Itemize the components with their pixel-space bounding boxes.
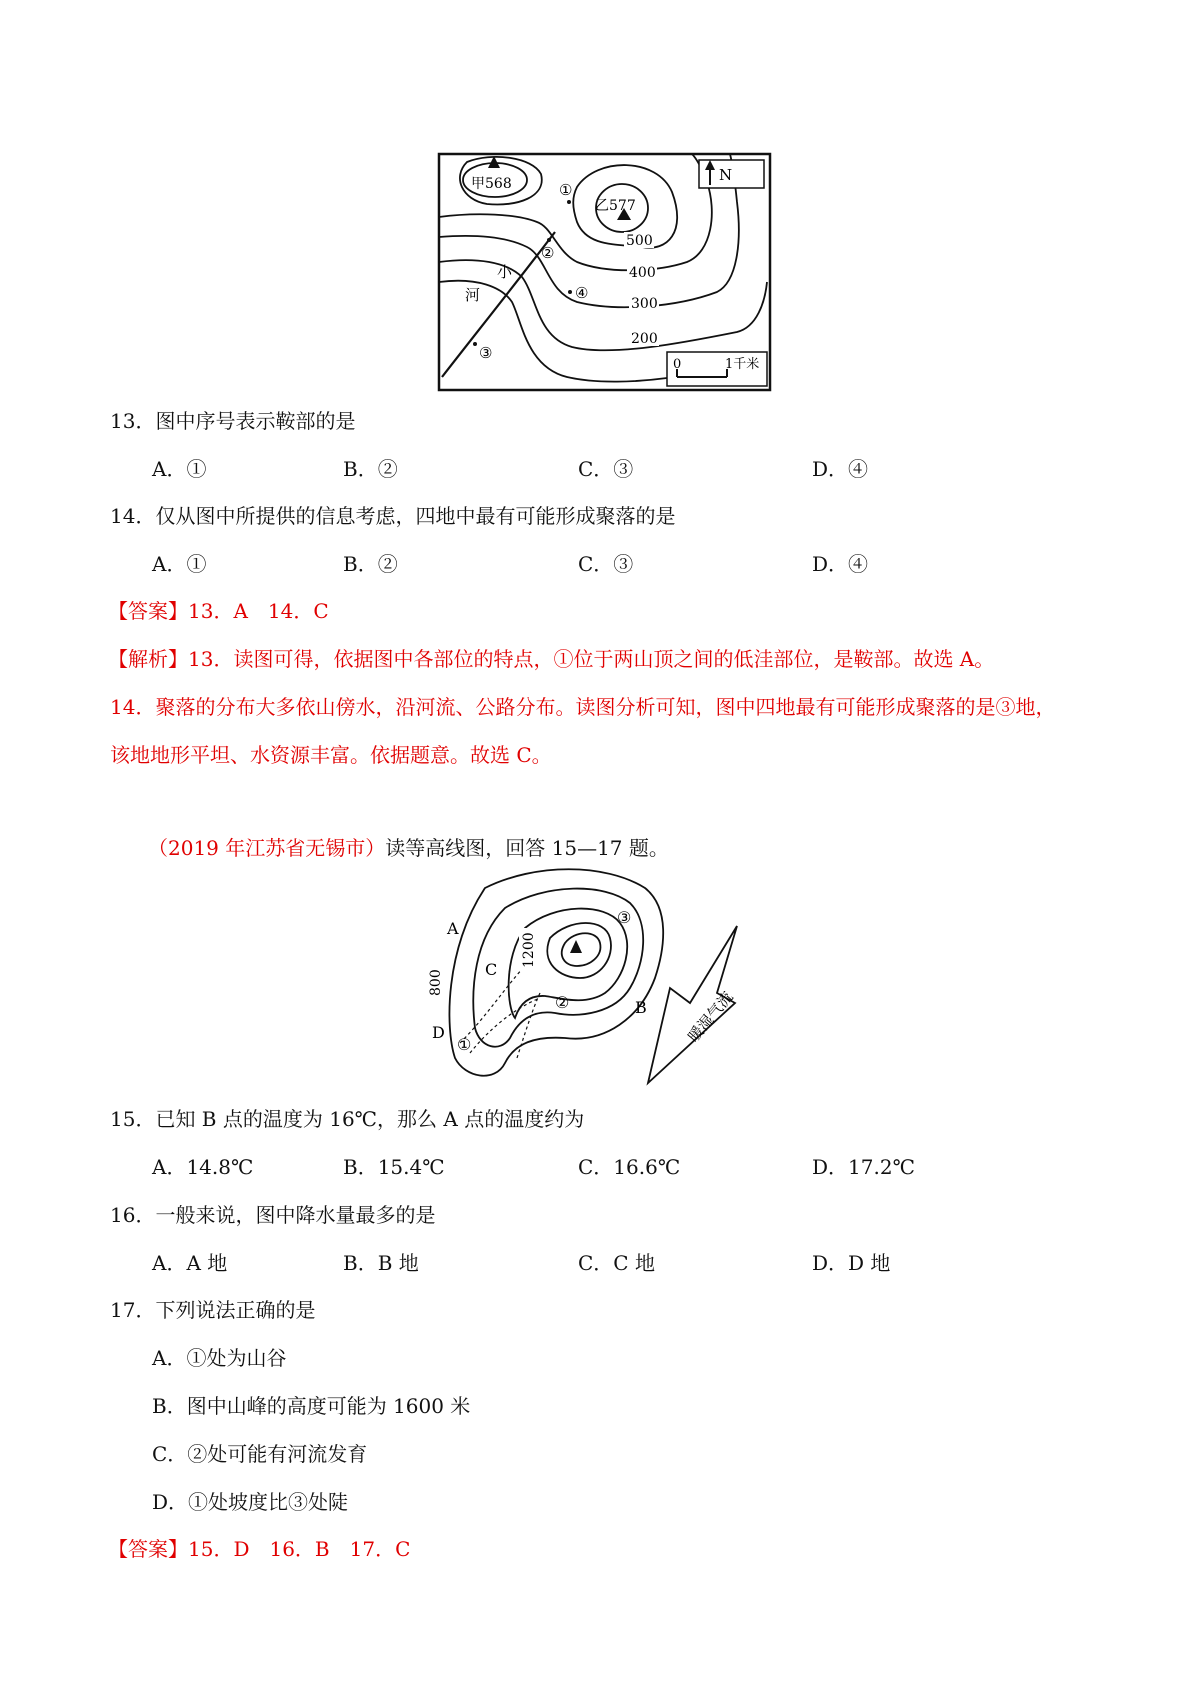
q14-option-d: D．④ bbox=[812, 552, 869, 576]
point-2-3: ③ bbox=[617, 908, 632, 927]
q13-option-c: C．③ bbox=[578, 457, 634, 481]
point-2-2: ② bbox=[555, 993, 570, 1012]
point-2-1: ① bbox=[457, 1035, 472, 1054]
river-char-1: 小 bbox=[497, 263, 513, 281]
source-line bbox=[148, 835, 669, 861]
q15-option-c: C．16.6℃ bbox=[578, 1155, 681, 1179]
q17-option-b: B．图中山峰的高度可能为 1600 米 bbox=[152, 1394, 471, 1418]
contour-map-1-svg bbox=[437, 152, 772, 392]
contour-label-800: 800 bbox=[428, 969, 444, 996]
scale-one: 1千米 bbox=[725, 357, 760, 372]
q17-option-a: A．①处为山谷 bbox=[152, 1346, 287, 1370]
point-4: ④ bbox=[575, 284, 589, 302]
contour-label-500: 500 bbox=[626, 233, 653, 249]
q17-option-c: C．②处可能有河流发育 bbox=[152, 1442, 368, 1466]
contour-label-1200: 1200 bbox=[521, 932, 537, 968]
q14-stem: 14．仅从图中所提供的信息考虑，四地中最有可能形成聚落的是 bbox=[110, 504, 676, 528]
source-text: 读等高线图，回答 15—17 题。 bbox=[385, 836, 669, 860]
contour-outer bbox=[449, 869, 663, 1075]
peak-icon-2 bbox=[570, 940, 582, 953]
q14-option-c: C．③ bbox=[578, 552, 634, 576]
dotted-lines bbox=[460, 968, 540, 1058]
q15-option-d: D．17.2℃ bbox=[812, 1155, 915, 1179]
q13-option-b: B．② bbox=[343, 457, 398, 481]
contour-map-2-svg bbox=[428, 868, 765, 1090]
q16-option-d: D．D 地 bbox=[812, 1251, 891, 1275]
q15-stem: 15．已知 B 点的温度为 16℃，那么 A 点的温度约为 bbox=[110, 1107, 585, 1131]
point-1: ① bbox=[559, 181, 573, 199]
q16-option-b: B．B 地 bbox=[343, 1251, 419, 1275]
point-2: ② bbox=[541, 244, 555, 262]
q16-option-c: C．C 地 bbox=[578, 1251, 655, 1275]
analysis-1-line-1 bbox=[108, 646, 994, 672]
contour-lines-2 bbox=[449, 869, 663, 1075]
airflow-label: 暖湿气流 bbox=[684, 988, 737, 1046]
source-tag: （2019 年江苏省无锡市） bbox=[148, 836, 386, 860]
scale-zero: 0 bbox=[673, 357, 682, 372]
q13-option-d: D．④ bbox=[812, 457, 869, 481]
label-b: B bbox=[635, 998, 647, 1017]
answer-2-tag: 【答案】 bbox=[108, 1537, 188, 1561]
answer-1 bbox=[108, 598, 329, 624]
answer-1-text: 13．A 14．C bbox=[188, 599, 329, 623]
q13-option-a: A．① bbox=[152, 457, 207, 481]
q14-option-a: A．① bbox=[152, 552, 207, 576]
q16-stem: 16．一般来说，图中降水量最多的是 bbox=[110, 1203, 436, 1227]
contour-label-400: 400 bbox=[629, 265, 656, 281]
point-3: ③ bbox=[479, 344, 493, 362]
q15-option-a: A．14.8℃ bbox=[152, 1155, 254, 1179]
q17-option-d: D．①处坡度比③处陡 bbox=[152, 1490, 349, 1514]
peak-yi-label: 乙577 bbox=[595, 198, 636, 214]
analysis-1-tag: 【解析】 bbox=[108, 647, 188, 671]
q17-stem: 17．下列说法正确的是 bbox=[110, 1298, 316, 1322]
label-d: D bbox=[432, 1023, 445, 1042]
analysis-1-line-2: 14．聚落的分布大多依山傍水，沿河流、公路分布。读图分析可知，图中四地最有可能形成聚落的是③地， bbox=[110, 695, 1056, 719]
q14-option-b: B．② bbox=[343, 552, 398, 576]
river-char-2: 河 bbox=[465, 286, 481, 304]
answer-2 bbox=[108, 1536, 410, 1562]
contour-map-2 bbox=[428, 868, 765, 1090]
q15-option-b: B．15.4℃ bbox=[343, 1155, 445, 1179]
q13-stem: 13．图中序号表示鞍部的是 bbox=[110, 409, 356, 433]
analysis-1-line-3: 该地地形平坦、水资源丰富。依据题意。故选 C。 bbox=[110, 743, 552, 767]
analysis-1-text-1: 13．读图可得，依据图中各部位的特点，①位于两山顶之间的低洼部位，是鞍部。故选 A。 bbox=[188, 647, 995, 671]
answer-1-tag: 【答案】 bbox=[108, 599, 188, 623]
north-label: N bbox=[719, 166, 733, 184]
contour-map-1 bbox=[437, 152, 772, 392]
label-c: C bbox=[485, 960, 498, 979]
peak-jia-label: 甲568 bbox=[471, 176, 512, 192]
contour-label-300: 300 bbox=[631, 296, 658, 312]
contour-label-200: 200 bbox=[631, 331, 658, 347]
contour-top bbox=[562, 933, 601, 966]
q16-option-a: A．A 地 bbox=[152, 1251, 228, 1275]
answer-2-text: 15．D 16．B 17．C bbox=[188, 1537, 411, 1561]
label-a: A bbox=[447, 919, 459, 938]
